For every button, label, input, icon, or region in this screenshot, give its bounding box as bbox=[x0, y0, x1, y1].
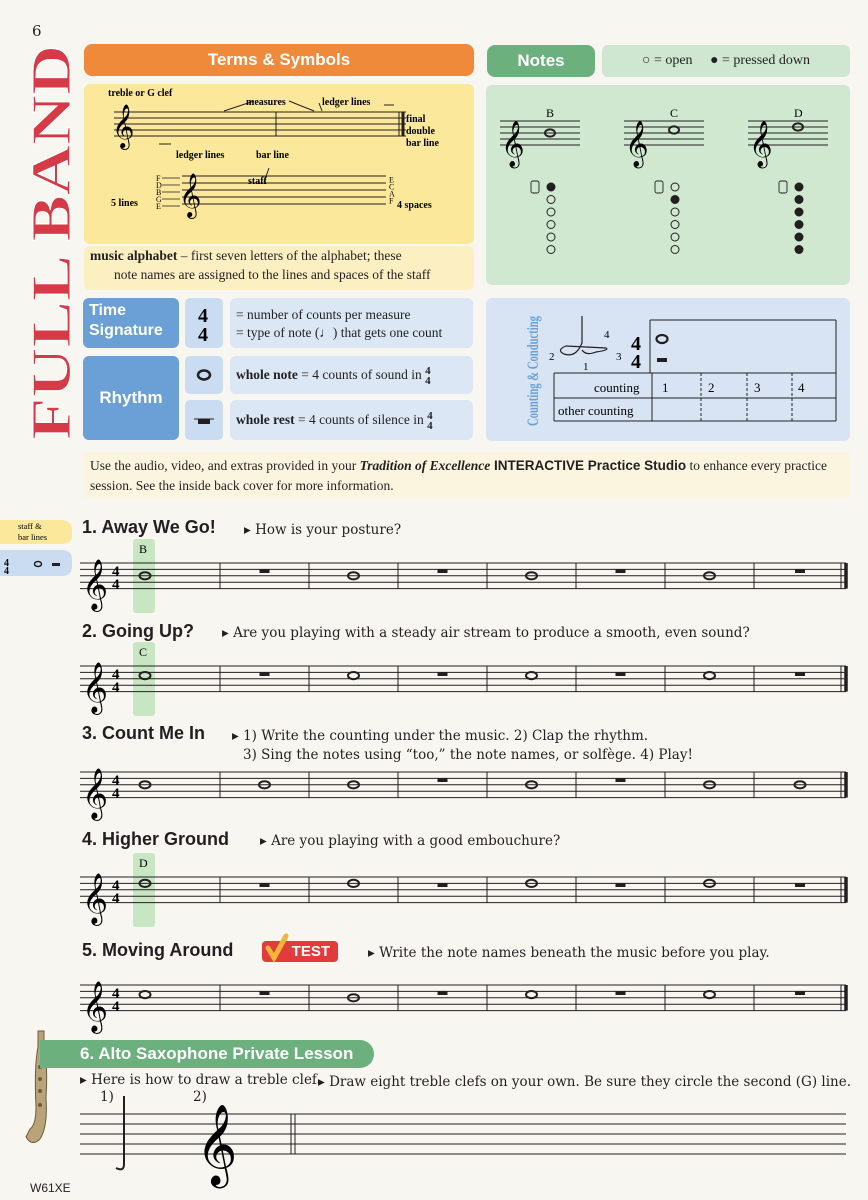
exercise-3-title: 3. Count Me In bbox=[82, 723, 205, 743]
lesson-6-staff bbox=[80, 1096, 846, 1188]
whole-rest bbox=[616, 672, 626, 676]
exercise-3-instruction: ▸ 1) Write the counting under the music. 2) Clap the rhythm. 3) Sing the notes using “too,” the note names, or solfège. 4) Play! bbox=[232, 728, 693, 763]
frac-top: 4 bbox=[425, 364, 431, 377]
whole-note bbox=[348, 672, 359, 679]
music-alphabet-def-2: note names are assigned to the lines and spaces of the staff bbox=[114, 267, 431, 282]
whole-rest bbox=[438, 672, 448, 676]
intro-book-title: Tradition of Excellence bbox=[359, 458, 491, 473]
exercise-5-instruction-text: Write the note names beneath the music before you play. bbox=[379, 945, 770, 961]
whole-rest bbox=[616, 991, 626, 995]
side-tab-ts-top: 4 bbox=[4, 558, 9, 569]
time-signature-bottom: 4 bbox=[112, 891, 120, 907]
side-tab-label-1: staff & bbox=[18, 521, 42, 531]
clef-step-1-icon bbox=[116, 1096, 124, 1169]
exercise-1-instruction-text: How is your posture? bbox=[255, 522, 402, 538]
whole-rest bbox=[795, 991, 805, 995]
measures-label: measures bbox=[246, 97, 286, 108]
time-sig-bottom: 4 bbox=[198, 324, 208, 346]
side-tab-ts-bottom: 4 bbox=[4, 566, 9, 577]
clef-step-2-icon: 𝄞 bbox=[196, 1107, 238, 1184]
whole-rest bbox=[260, 991, 270, 995]
lesson-6-instruction-b: ▸ Draw eight treble clefs on your own. Be sure they circle the second (G) line. bbox=[318, 1074, 851, 1090]
lesson-6-title: 6. Alto Saxophone Private Lesson bbox=[40, 1040, 374, 1068]
space-note-F: F bbox=[389, 196, 394, 206]
whole-note bbox=[704, 991, 715, 998]
time-sig-top: 4 bbox=[198, 305, 208, 327]
beat-3: 3 bbox=[754, 380, 761, 395]
exercise-5-staff bbox=[80, 982, 846, 1034]
terms-symbols-header: Terms & Symbols bbox=[84, 44, 474, 76]
whole-note bbox=[526, 672, 537, 679]
whole-rest bbox=[260, 672, 270, 676]
whole-note-def: = 4 counts of sound in bbox=[297, 367, 426, 382]
footer-code: W61XE bbox=[30, 1181, 71, 1195]
side-tab-label-2: bar lines bbox=[18, 532, 48, 542]
frac-bottom-2: 4 bbox=[427, 419, 433, 432]
time-sig-line2: = type of note (♩) that gets one count bbox=[236, 325, 443, 340]
treble-clef-icon: 𝄞 bbox=[82, 874, 109, 923]
space-note-C: C bbox=[389, 182, 395, 192]
whole-rest bbox=[438, 991, 448, 995]
lesson-6-step-2: 2) bbox=[193, 1089, 207, 1105]
beat-2: 2 bbox=[708, 380, 715, 395]
time-signature-top: 4 bbox=[112, 878, 120, 894]
exercise-3-staff bbox=[80, 769, 846, 821]
treble-clef-icon: 𝄞 bbox=[82, 982, 109, 1031]
music-alphabet-def-1: – first seven letters of the alphabet; these bbox=[177, 248, 402, 263]
whole-rest bbox=[616, 778, 626, 782]
whole-note bbox=[526, 991, 537, 998]
bar-line-label: bar line bbox=[256, 150, 289, 161]
time-signature-top: 4 bbox=[112, 773, 120, 789]
whole-rest bbox=[260, 883, 270, 887]
whole-rest bbox=[438, 569, 448, 573]
treble-clef-icon: 𝄞 bbox=[82, 663, 109, 712]
intro-text-2: to enhance every practice session. See the inside back cover for more information. bbox=[90, 458, 828, 493]
svg-text:FULL BAND: FULL BAND bbox=[21, 121, 83, 440]
ledger-lines-bottom-label: ledger lines bbox=[176, 150, 225, 161]
five-lines-label: 5 lines bbox=[111, 198, 138, 209]
test-badge-label: TEST bbox=[291, 943, 330, 960]
space-note-E: E bbox=[389, 175, 394, 185]
lesson-6-step-1: 1) bbox=[100, 1089, 114, 1105]
exercise-4-title: 4. Higher Ground bbox=[82, 829, 230, 849]
exercise-2-instruction: ▸ Are you playing with a steady air stream to produce a smooth, even sound? bbox=[222, 625, 750, 641]
music-alphabet-term: music alphabet bbox=[90, 248, 178, 263]
bar-line-label-final: bar line bbox=[406, 138, 439, 149]
four-spaces-label: 4 spaces bbox=[397, 200, 432, 211]
new-note-label: B bbox=[139, 542, 148, 556]
whole-rest-def: = 4 counts of silence in bbox=[294, 412, 428, 427]
whole-rest bbox=[795, 569, 805, 573]
whole-note-term: whole note bbox=[236, 367, 298, 382]
page-number: 6 bbox=[32, 22, 42, 40]
treble-clef-glyph: 𝄞 bbox=[112, 106, 135, 148]
whole-note bbox=[140, 991, 151, 998]
time-signature-top: 4 bbox=[112, 986, 120, 1002]
time-signature-bottom: 4 bbox=[112, 577, 120, 593]
treble-clef-glyph-2: 𝄞 bbox=[179, 175, 202, 217]
exercise-1-staff bbox=[80, 539, 846, 613]
other-counting-row-label: other counting bbox=[558, 403, 634, 418]
counting-conducting-label: Counting & Conducting bbox=[525, 260, 542, 426]
conduct-num-4: 4 bbox=[604, 329, 610, 341]
time-signature-top: 4 bbox=[112, 564, 120, 580]
beat-1: 1 bbox=[662, 380, 669, 395]
beat-4: 4 bbox=[798, 380, 805, 395]
counting-row-label: counting bbox=[594, 380, 640, 395]
note-label-B: B bbox=[546, 106, 555, 120]
conduct-num-1: 1 bbox=[583, 361, 589, 373]
cc-time-sig-bottom: 4 bbox=[631, 351, 641, 373]
exercise-4-instruction: ▸ Are you playing with a good embouchure? bbox=[260, 833, 561, 849]
line-note-G: G bbox=[156, 195, 162, 204]
note-label-C: C bbox=[670, 106, 679, 120]
exercise-1-title: 1. Away We Go! bbox=[82, 517, 216, 537]
frac-bottom: 4 bbox=[425, 374, 431, 387]
time-signature-top: 4 bbox=[112, 667, 120, 683]
legend-open: ○ = open bbox=[641, 53, 693, 68]
whole-rest bbox=[438, 883, 448, 887]
exercise-4-instruction-text: Are you playing with a good embouchure? bbox=[271, 833, 561, 849]
whole-rest bbox=[795, 672, 805, 676]
exercise-2-instruction-text: Are you playing with a steady air stream to produce a smooth, even sound? bbox=[233, 625, 750, 641]
whole-rest bbox=[795, 883, 805, 887]
time-sig-line1: = number of counts per measure bbox=[236, 307, 411, 322]
intro-text-1: Use the audio, video, and extras provided in your bbox=[90, 458, 360, 473]
double-label: double bbox=[406, 126, 435, 137]
line-note-E: E bbox=[156, 202, 161, 211]
note-label-D: D bbox=[794, 106, 803, 120]
whole-rest bbox=[616, 883, 626, 887]
whole-rest bbox=[260, 569, 270, 573]
notes-treble-clef-icon: 𝄞 bbox=[749, 121, 773, 166]
time-signature-bottom: 4 bbox=[112, 680, 120, 696]
lesson-6-instruction-b-text: Draw eight treble clefs on your own. Be sure they circle the second (G) line. bbox=[329, 1074, 851, 1090]
time-signature-bottom: 4 bbox=[112, 999, 120, 1015]
line-note-F: F bbox=[156, 174, 161, 183]
exercise-4-staff bbox=[80, 853, 846, 927]
exercise-3-instruction-text: 1) Write the counting under the music. 2) Clap the rhythm. bbox=[243, 728, 649, 744]
ledger-lines-top-label: ledger lines bbox=[322, 97, 371, 108]
whole-note bbox=[704, 672, 715, 679]
line-note-D: D bbox=[156, 181, 162, 190]
final-label: final bbox=[406, 114, 426, 125]
new-note-label: C bbox=[139, 645, 148, 659]
exercise-2-title: 2. Going Up? bbox=[82, 621, 194, 641]
lesson-6-instruction-a-text: Here is how to draw a treble clef. bbox=[91, 1072, 321, 1088]
exercise-1-instruction: ▸ How is your posture? bbox=[244, 522, 402, 538]
legend-pressed: ● = pressed down bbox=[710, 53, 811, 68]
treble-clef-label: treble or G clef bbox=[108, 88, 173, 99]
frac-top-2: 4 bbox=[427, 409, 433, 422]
whole-rest-term: whole rest bbox=[236, 412, 295, 427]
treble-clef-icon: 𝄞 bbox=[82, 560, 109, 609]
intro-studio-name[interactable]: INTERACTIVE Practice Studio bbox=[490, 458, 687, 473]
space-note-A: A bbox=[389, 189, 395, 199]
staff-label: staff bbox=[248, 176, 267, 187]
conduct-num-2: 2 bbox=[549, 351, 555, 363]
time-signature-label: Time Signature bbox=[83, 298, 179, 348]
line-note-B: B bbox=[156, 188, 162, 197]
new-note-label: D bbox=[139, 856, 148, 870]
exercise-5-title: 5. Moving Around bbox=[82, 940, 234, 960]
time-signature-bottom: 4 bbox=[112, 786, 120, 802]
conduct-num-3: 3 bbox=[616, 351, 622, 363]
notes-treble-clef-icon: 𝄞 bbox=[625, 121, 649, 166]
treble-clef-icon: 𝄞 bbox=[82, 769, 109, 818]
rhythm-label: Rhythm bbox=[83, 356, 179, 440]
notes-treble-clef-icon: 𝄞 bbox=[501, 121, 525, 166]
whole-rest bbox=[438, 778, 448, 782]
exercise-2-staff bbox=[80, 642, 846, 716]
whole-rest bbox=[616, 569, 626, 573]
cc-time-sig-top: 4 bbox=[631, 333, 641, 355]
exercise-5-instruction: ▸ Write the note names beneath the music before you play. bbox=[368, 945, 770, 961]
lesson-6-instruction-a: ▸ Here is how to draw a treble clef. bbox=[80, 1072, 321, 1088]
exercise-3-instruction-text-2: 3) Sing the notes using “too,” the note names, or solfège. 4) Play! bbox=[243, 747, 693, 763]
notes-header: Notes bbox=[487, 45, 595, 77]
